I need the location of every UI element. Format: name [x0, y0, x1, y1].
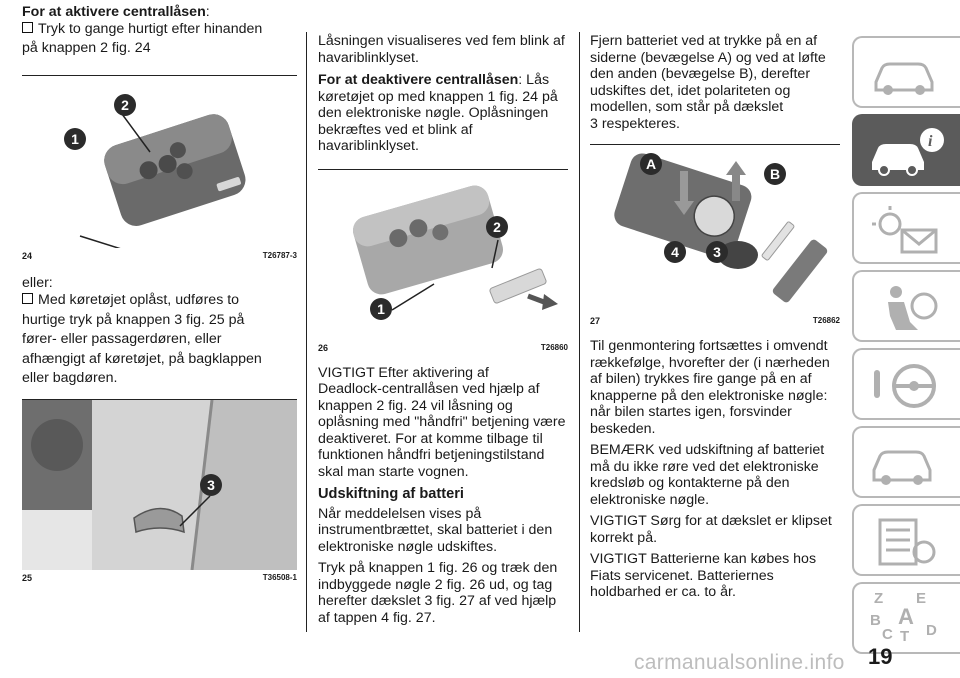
vigtigt-line6: funktionen håndfri betjeningstilstand	[318, 447, 545, 463]
column-divider	[306, 32, 307, 632]
vigtigt-line4: oplåsning med "håndfri" betjening være	[318, 414, 566, 430]
cover-line2: korrekt på.	[590, 529, 658, 546]
index-icon: Z E A B C D T	[870, 590, 937, 645]
tab-car-service[interactable]	[852, 426, 960, 498]
figure-27-caption: 27 T26862	[590, 316, 840, 326]
vigtigt-line7: skal man starte vognen.	[318, 463, 469, 480]
car-icon	[866, 48, 946, 98]
battery-buy-line3: holdbarhed er ca. to år.	[590, 584, 736, 600]
battery-step-line4: af tappen 4 fig. 27.	[318, 609, 436, 626]
battery-line1: Når meddelelsen vises på	[318, 505, 482, 522]
figure-24	[22, 76, 297, 248]
figure-27	[590, 145, 840, 313]
tab-warning-lights[interactable]	[852, 192, 960, 264]
remove-line6: 3 respekteres.	[590, 115, 680, 132]
deactivate-line4: bekræftes ved et blink af	[318, 121, 473, 138]
battery-step-line1: Tryk på knappen 1 fig. 26 og træk den	[318, 560, 558, 576]
callout-A: A	[640, 153, 662, 175]
reassemble-line4: knapperne på den elektroniske nøgle:	[590, 387, 828, 404]
reassemble-line1: Til genmontering fortsættes i omvendt	[590, 338, 828, 354]
bemaerk-line3: kredsløb og kontakterne på den	[590, 475, 790, 491]
remove-line1: Fjern batteriet ved at trykke på en af	[590, 33, 818, 49]
column-divider	[579, 32, 580, 632]
remove-line3: den anden (bevægelse B), derefter	[590, 66, 811, 82]
chapter-tabs	[852, 36, 960, 660]
callout-4: 4	[664, 241, 686, 263]
tab-car[interactable]	[852, 36, 960, 108]
figure-25	[22, 400, 297, 570]
figure-25-caption: 25 T36508-1	[22, 572, 297, 583]
key-card-illustration	[22, 76, 297, 248]
watermark: carmanualsonline.info	[634, 651, 845, 674]
svg-text:i: i	[928, 133, 933, 150]
reassemble-line2: rækkefølge, hvorefter der (i nærheden	[590, 354, 830, 371]
figure-26-caption: 26 T26860	[318, 342, 568, 353]
deactivate-heading: For at deaktivere centrallåsen	[318, 72, 519, 88]
cover-line1: VIGTIGT Sørg for at dækslet er klipset	[590, 513, 832, 529]
step1-line2: på knappen 2 fig. 24	[22, 40, 151, 56]
battery-step-line2: indbyggede nøgle 2 fig. 26 ud, og tag	[318, 576, 553, 593]
deactivate-line5: havariblinklyset.	[318, 138, 419, 154]
reassemble-line5: når bilen startes igen, forsvinder	[590, 404, 792, 420]
battery-line3: elektroniske nøgle udskiftes.	[318, 538, 498, 555]
tab-car-info[interactable]	[852, 114, 960, 186]
step2-line4: afhængigt af køretøjet, på bagklappen	[22, 350, 262, 367]
battery-buy-line2: Fiats servicenet. Batteriernes	[590, 567, 774, 584]
checkbox-bullet-icon	[22, 293, 33, 304]
column-1	[22, 4, 297, 583]
callout-2: 2	[486, 216, 508, 238]
remove-line4: udskiftes det, idet polariteten og	[590, 82, 791, 99]
car-info-icon	[866, 126, 946, 176]
warning-lights-icon	[866, 204, 946, 254]
remove-line2: siderne (bevægelse A) og ved at løfte	[590, 49, 826, 66]
callout-3: 3	[706, 241, 728, 263]
reassemble-line6: beskeden.	[590, 420, 656, 437]
activate-heading-line: For at aktivere centrallåsen:	[22, 4, 210, 20]
tab-steering-wheel[interactable]	[852, 348, 960, 420]
vigtigt-line2: Deadlock-centrallåsen ved hjælp af	[318, 381, 540, 397]
steering-wheel-icon	[866, 360, 946, 410]
deactivate-line1: For at deaktivere centrallåsen: Lås	[318, 72, 550, 88]
column-2	[318, 33, 568, 626]
callout-1: 1	[64, 128, 86, 150]
reassemble-line3: af bilen) trykkes fire gange på en af	[590, 371, 812, 387]
callout-B: B	[764, 163, 786, 185]
lock-visual-line2: havariblinklyset.	[318, 49, 419, 66]
activate-heading: For at aktivere centrallåsen	[22, 4, 206, 20]
battery-line2: instrumentbrættet, skal batteriet i den	[318, 522, 553, 538]
callout-3: 3	[200, 474, 222, 496]
step2-line5: eller bagdøren.	[22, 370, 118, 386]
figure-26	[318, 170, 568, 340]
step2-line1: Med køretøjet oplåst, udføres to	[22, 292, 297, 309]
deactivate-line2: køretøjet op med knappen 1 fig. 24 på	[318, 88, 558, 105]
key-card-open-illustration	[318, 170, 568, 340]
column-3	[590, 33, 840, 601]
step1-line1: Tryk to gange hurtigt efter hinanden	[22, 21, 297, 38]
battery-buy-line1: VIGTIGT Batterierne kan købes hos	[590, 551, 817, 567]
vigtigt-line1: VIGTIGT Efter aktivering af	[318, 364, 489, 381]
deactivate-line3: den elektroniske nøgle. Oplåsningen	[318, 105, 549, 121]
battery-step-line3: herefter dækslet 3 fig. 27 af ved hjælp	[318, 593, 557, 609]
bemaerk-line1: BEMÆRK ved udskiftning af batteriet	[590, 442, 825, 458]
airbag-icon	[866, 282, 946, 332]
step2-line3: fører- eller passagerdøren, eller	[22, 331, 222, 347]
eller-line: eller:	[22, 274, 53, 291]
car-door-illustration	[22, 400, 297, 570]
bemaerk-line4: elektroniske nøgle.	[590, 491, 710, 508]
callout-2: 2	[114, 94, 136, 116]
tab-airbag[interactable]	[852, 270, 960, 342]
vigtigt-line3: knappen 2 fig. 24 vil låsning og	[318, 397, 513, 414]
car-service-icon	[866, 438, 946, 488]
lock-visual-line1: Låsningen visualiseres ved fem blink af	[318, 33, 565, 49]
checkbox-bullet-icon	[22, 22, 33, 33]
specifications-icon	[866, 516, 946, 566]
tab-specifications[interactable]	[852, 504, 960, 576]
figure-24-caption: 24 T26787-3	[22, 250, 297, 261]
battery-replacement-illustration	[590, 145, 840, 313]
battery-section-heading: Udskiftning af batteri	[318, 486, 464, 502]
remove-line5: modellen, som står på dækslet	[590, 99, 784, 115]
step2-line2: hurtige tryk på knappen 3 fig. 25 på	[22, 311, 245, 328]
vigtigt-line5: deaktiveret. For at komme tilbage til	[318, 430, 543, 447]
page-number: 19	[868, 644, 893, 669]
callout-1: 1	[370, 298, 392, 320]
bemaerk-line2: må du ikke røre ved det elektroniske	[590, 458, 819, 475]
